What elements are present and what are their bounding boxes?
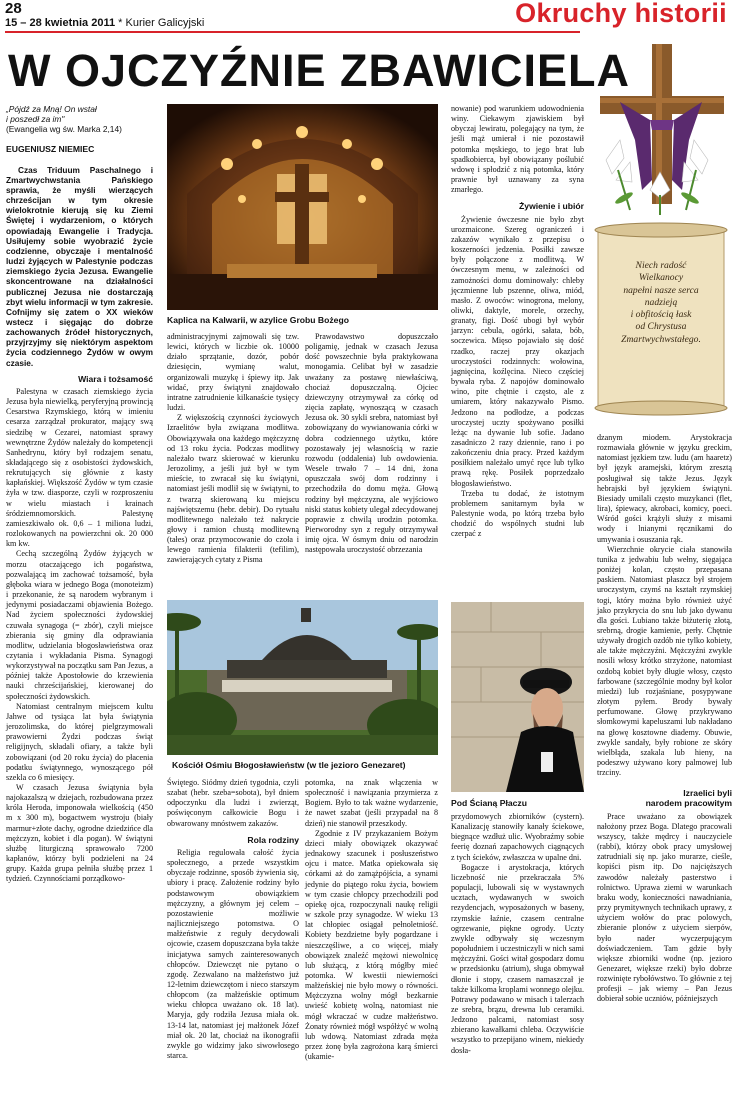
paragraph: Bogacze i arystokracja, których liczebność nie przekraczała 5% populacji, lubowali się w wystawnych ucztach, wydawanych w swoich rezydencjach, wyposażonych w baseny, rzymskie łaźnie, czasem centralne ogrzewanie, piękne ogrody. Uczty zwykle odbywały się wczesnym popołudniem i uczestniczyli w nich sami mężczyźni. Gości witał gospodarz domu w przedsionku (atrium), sługa obmywał dłonie i stopy, czasem namaszczał je także kilkoma kroplami wonnego olejku. Potrawy podawano w misach i talerzach ze srebra, brązu, drewna lub ceramiki. Jedzono palcami, natomiast sosy zbierano kawałkami chleba. Oczywiście wszystko to przepijano winem, niekiedy dosła- <box>451 862 584 1055</box>
paragraph: Z większością czynności życiowych Izraelitów była związana modlitwa. Obowiązywała ona każdego mężczyznę od 13 roku życia. Podczas modlitwy należało twarz skierować w kierunku Jerozolimy, a jeśli już był w tym mieście, to zwracał się ku świątyni, natomiast jeśli modlił się w świątyni, to z twarzą skierowaną ku miejscu najświętszemu (hebr. debir). Do rytuału modlitewnego należało też nakrycie głowy i ramion chustą modlitewną (tałes) oraz przymocowanie do czoła i lewego ramienia filakterii (tefilim), zawierających cytaty z Pisma <box>167 413 299 565</box>
caption-kalwaria: Kaplica na Kalwarii, w azylice Grobu Bożego <box>167 315 349 325</box>
separator: * <box>118 17 123 29</box>
page-number: 28 <box>5 0 22 17</box>
caption-kosciol: Kościół Ośmiu Błogosławieństw (w tle jezioro Genezaret) <box>172 760 406 770</box>
lead-paragraph: Czas Triduum Paschalnego i Zmartwychwstania Pańskiego sprawia, że myśli wierzących chrześcijan w tym okresie wielokrotnie kierują się ku Ziemi Świętej i wydarzeniom, o których opowiadają Ewangelie i Tradycja. Usiłujemy sobie wyobrazić życie codzienne, obyczaje i mentalność ludzi żyjących w Palestynie podczas ziemskiego życia Jezusa. Ewangelie skoncentrowane na działalności publicznej Jezusa nie dostarczają zbyt wielu informacji w tym zakresie. Cofnijmy się zatem o XX wieków wstecz i sięgając do dobrze zachowanych źródeł historycznych, przyjrzyjmy się niektórym aspektom życia codziennego Żydów w owym czasie. <box>6 164 153 368</box>
cross-lily-illustration <box>590 40 732 215</box>
section-title: Okruchy historii <box>515 0 727 28</box>
epigraph-source: (Ewangelia wg św. Marka 2,14) <box>6 124 122 135</box>
photo-sciana <box>451 602 584 792</box>
paragraph: Natomiast centralnym miejscem kultu Jahwe od tysiąca lat była świątynia jerozolimska, do której pielgrzymowali prawowierni Żydzi podczas świąt religijnych, składali ofiary, a także byli zobowiązani (od 20 roku życia) do płacenia podatku świątynnego, wynoszącego pół szekla co 6 miesięcy. <box>6 701 153 782</box>
paragraph: Świętego. Siódmy dzień tygodnia, czyli szabat (hebr. szeba=sobota), był dniem odpoczynku dla ludzi i zwierząt, poświęconym całkowicie Bogu i obwarowany mnóstwem zakazów. <box>167 778 299 828</box>
issue-date: 15 – 28 kwietnia 2011 <box>5 17 116 29</box>
caption-sciana: Pod Ścianą Płaczu <box>451 798 527 808</box>
paragraph: Prawodawstwo dopuszczało poligamię, jednak w czasach Jezusa dość powszechnie była praktykowana monogamia. Celibat był w zasadzie uważany za postawę niewłaściwą, chociaż dopuszczalną. Ojciec dziewczyny otrzymywał za córkę od zięcia zapłatę, wynoszącą w czasach Jezusa ok. 30 sykli srebra, natomiast był zobowiązany do wywianowania córki w dobra codziennego użytku, które pozostawały jej własnością w razie rozwodu (oddalenia) lub owdowienia. Wesele trwało 7 – 14 dni, żona opuszczała swój dom rodzinny i przechodziła do domu męża. Głową rodziny był mężczyzna, ale wyjściowo niski status kobiety ulegał zdecydowanej poprawie z chwilą urodzin potomka. Pierworodny syn z reguły otrzymywał imię ojca. W ósmym dniu od narodzin następowała uroczystość obrzezania <box>305 332 438 555</box>
paragraph: przydomowych zbiorników (cystern). Kanalizację stanowiły kanały ściekowe, biegnące wzdłuż ulic. Wyobraźmy sobie feerię doznań zapachowych ciągnących z tych ścieków, zwłaszcza w upalne dni. <box>451 812 584 862</box>
photo-kalwaria <box>167 104 438 310</box>
publication-name: Kurier Galicyjski <box>125 17 205 29</box>
paragraph: potomka, na znak włączenia w społeczność i nawiązania przymierza z Bogiem. Było to tak ważne wydarzenie, że nawet szabat (jeśli przypadał na 8 dzień) nie stanowił przeszkody. <box>305 778 438 828</box>
epigraph-quote: „Pójdź za Mną! On wstał i poszedł za im" <box>6 104 97 125</box>
paragraph: Zgodnie z IV przykazaniem Bożym dzieci miały obowiązek okazywać jednakowy szacunek i posłuszeństwo ojcu i matce. Matka opiekowała się córkami aż do zamążpójścia, a synami jedynie do piątego roku życia, bowiem w tym czasie chłopcy przechodzili pod opiekę ojca, rozpoczynali naukę religii w szkole przy synagodze. W wieku 13 lat chłopiec osiągał pełnoletniość. Kobiety bezdzietne były pogardzane i nieszczęśliwe, a co więcej, miały obowiązek znaleźć mężowi niewolnicę lub służącą, z którą mógłby mieć potomka. W kwestii niewierności małżeńskiej nie było mowy o równości. Mężczyzna wolny mógł bezkarnie uwieść kobietę wolną, natomiast nie mógł wkraczać w cudze małżeństwo. Żonaty również mógł współżyć w wolną lub wdową. Natomiast zdrada męża przez żonę była zagrożona karą śmierci (ukamie- <box>305 828 438 1062</box>
paragraph: Trzeba tu dodać, że istotnym problemem sanitarnym była w Palestynie woda, po którą trzeba było chodzić do wspólnych studni lub czerpać z <box>451 488 584 539</box>
paragraph: Prace uważano za obowiązek nałożony przez Boga. Dlatego pracowali wszyscy, także mędrcy i nauczyciele (rabbi), którzy obok pracy umysłowej zatrudniali się np. jako murarze, cieśle, kopiści pism itp. Do najcięższych zawodów należały pasterstwo i rolnictwo. Uprawa ziemi w warunkach braku wody, konieczności nawadniania, przy prymitywnych technikach uprawy, z użyciem wołów do prac polowych, zbieranie plonów z użyciem sierpów, było nader wyczerpującym doświadczeniem. Tam gdzie były większe zbiorniki wodne (np. jezioro Genezaret, większe rzeki) było dobrze rozwinięte rybołówstwo. To głównie z tej profesji – jak wiemy – Pan Jezus dobierał sobie uczniów, późniejszych <box>597 811 732 1004</box>
paragraph: Palestyna w czasach ziemskiego życia Jezusa była niewielką, peryferyjną prowincją Cesarstwa Rzymskiego, którą w imieniu cesarza zarządzał prokurator, mający swą siedzibę w Cezarei, natomiast sprawy wewnętrzne Żydów należały do kompetencji Sanhedrynu, który był rodzajem senatu, składającego się z osobistości żydowskich, rekrutujących się głównie z kasty kapłańskiej. Większość Żydów w tym czasie żyła w tzw. diasporze, czyli w rozproszeniu w wielu miastach i krainach śródziemnomorskich. Palestynę zamieszkiwało ok. 0,6 – 1 miliona ludzi, rozlokowanych na powierzchni ok. 20 000 km kw. <box>6 386 153 549</box>
article-column-4-lower <box>451 812 584 1056</box>
article-column-3 <box>305 332 438 555</box>
greeting-text: Niech radość Wielkanocy napełni nasze serca nadzieją i obfitością łask od Chrystusa Zmartwychwstałego. <box>621 260 701 345</box>
paragraph: Żywienie ówczesne nie było zbyt urozmaicone. Szereg ograniczeń i zakazów wynikało z przepisu o koszerności jedzenia. Posiłki zawsze były połączone z modlitwą. W ówczesnym menu, w zależności od zamożności domu dominowały: chleby jęczmienne lub pszenne, oliwa, miód, masło. Z owoców: winogrona, melony, oliwki, daktyle, morele, orzechy, granaty, figi. Dość ubogi był wybór jarzyn: cebula, ogórki, sałata, bób, soczewica. Mięso pojawiało się dość rzadko, raczej przy okazjach uroczystości rodzinnych: wołowina, jagnięcina, koźlęcina. Nieco częściej bywała ryba. Z napojów dominowało wino, pite chętnie i często, ale z umiarem, który nakazywało Pismo. Jedzono na podłodze, a podczas uroczystej uczty spożywano posiłki leżąc na dywanie lub sofie. Jadano zasadniczo 2 razy dziennie, rano i po zakończeniu dnia pracy. Przed każdym posiłkiem należało umyć ręce lub tylko prawą rękę. Posiłek poprzedzało błogosławieństwo. <box>451 214 584 488</box>
paragraph: W czasach Jezusa świątynia była najokazalszą w dziejach, rozbudowana przez króla Heroda, imponowała wielkością (450 m x 300 m), bogactwem wystroju (biały marmur+złote dachy, ogrodne dziedzińce dla mężczyzn, kobiet i dla pogan). W świątyni służbę liturgiczną sprawowało 7200 kapłanów, którzy byli podzieleni na 24 grupy. Każda grupa pełniła służbę przez 1 tydzień. Czynnościami porządkowo- <box>6 783 153 884</box>
article-column-4 <box>451 104 584 540</box>
subhead-izraelici: Izraelici byli narodem pracowitym <box>645 788 732 809</box>
paragraph: Cechą szczególną Żydów żyjących w morzu otaczającego ich pogaństwa, pozwalającą im zachować tożsamość, była głęboka wiara w jednego Boga (monoteizm) i przekonanie, że są narodem wybranym i jedynymi posiadaczami objawienia Bożego. Nad życiem społeczności żydowskiej czuwała synagoga (= zbór), czyli miejsce zbierania się gminy dla odprawiania modlitw, udzielania błogosławieństwa oraz czytania i wykładania Pisma. Synagogi wykorzystywał na początku sam Pan Jezus, a później także Apostołowie do krzewienia nauki chrześcijańskiej, kierowanej do społeczności żydowskich. <box>6 549 153 701</box>
article-column-2-lower <box>167 778 299 1061</box>
paragraph: administracyjnymi zajmowali się tzw. lewici, których w liczbie ok. 10000 działo sprzątanie, dozór, pobór dziesięcin, wymianę walut, organizowali muzykę i śpiewy itp. Jak widać, przy świątyni znajdowało intratne zatrudnienie kilkanaście tysięcy ludzi. <box>167 332 299 413</box>
article-column-5 <box>597 433 732 1005</box>
easter-card <box>590 40 732 420</box>
article-title: W OJCZYŹNIE ZBAWICIELA <box>8 45 630 96</box>
article-column-1 <box>6 104 153 885</box>
issue-line <box>5 17 204 29</box>
paragraph: dzanym miodem. Arystokracja rozmawiała głównie w języku greckim, natomiast jęzkiem tzw. ludu (am haaretz) był język aramejski, którym zresztą posługiwał się także Jezus. Język hebrajski był językiem świątyni. Biesiady umilali często muzykanci (flet, lira), śpiewacy, akrobaci, komicy, poeci. Wśród gości krążyli służy z misami wody i lnianymi ręcznikami do umywania i osuszania rąk. <box>597 433 732 544</box>
paragraph: Wierzchnie okrycie ciała stanowiła tunika z jedwabiu lub wełny, sięgająca poniżej kolan, często przepasana paskiem. Natomiast płaszcz był strojem uroczystym, czymś na kształt rzymskiej togi, który można było również użyć jako przykrycia do snu lub jako dywanu dla gości. Lubiano także biżuterię złotą, srebrną, drogie kamienie, perły. Chętnie używały drogich ozdób nie tylko kobiety, ale także mężczyźni. Mężczyźni zwykle nosili włosy krótko strzyżone, natomiast ozdobą kobiet były długie włosy, często farbowane (szczególnie modny był kolor miedzi) lub rozjaśniane, posypywane złotym pyłem. Brody bywały perfumowane. Głowę przykrywano słomkowymi kapeluszami lub nakładano na głowę kosztowne diademy. Obuwie, zwykle sandały, były robione ze skóry wielbłąda, szakala lub hieny, na podeszwy używano kory palmowej lub trzciny. <box>597 544 732 778</box>
header-rule <box>5 31 580 33</box>
photo-kosciol <box>167 600 438 755</box>
subhead-zywienie: Żywienie i ubiór <box>519 201 584 212</box>
paragraph: Religia regulowała całość życia społecznego, a przede wszystkim obyczaje rodzinne, sposób żywienia się, ubiory i pracę. Założenie rodziny było podstawowym obowiązkiem mężczyzny, a głównym jej celem – pozostawienie możliwie najliczniejszego potomstwa. O małżeństwie z reguły decydowali ojcowie, czasem dopuszczana była także inicjatywa samych zainteresowanych chłopców. Dziewczęt nie pytano o zgodę. Zezwalano na małżeństwo już 12-letnim dziewczętom i nieco starszym chłopcom (za małżeńskie optimum wieku chłopca uważano ok. 18 lat). Maryja, gdy rodziła Jezusa miała ok. 13-14 lat, natomiast jej małżonek Józef miał ok. 20 lat, chociaż na ikonografii zwykle go widzimy jako siwowłosego starca. <box>167 847 299 1061</box>
subhead-rola: Rola rodziny <box>247 834 299 845</box>
article-column-2 <box>167 332 299 566</box>
paragraph: nowanie) pod warunkiem udowodnienia winy. Ciekawym zjawiskiem był obyczaj lewiratu, polegający na tym, że jeśli mąż umierał i nie pozostawił potomka męskiego, to jego brat lub spadkobierca, był obowiązany poślubić wdowę i spłodzić z nią potomka, który prawnie był uznawany za syna zmarłego. <box>451 104 584 195</box>
author-name: EUGENIUSZ NIEMIEC <box>6 144 95 155</box>
article-column-3-lower <box>305 778 438 1062</box>
subhead-wiara: Wiara i tożsamość <box>78 373 153 384</box>
greeting-scroll <box>592 220 730 418</box>
